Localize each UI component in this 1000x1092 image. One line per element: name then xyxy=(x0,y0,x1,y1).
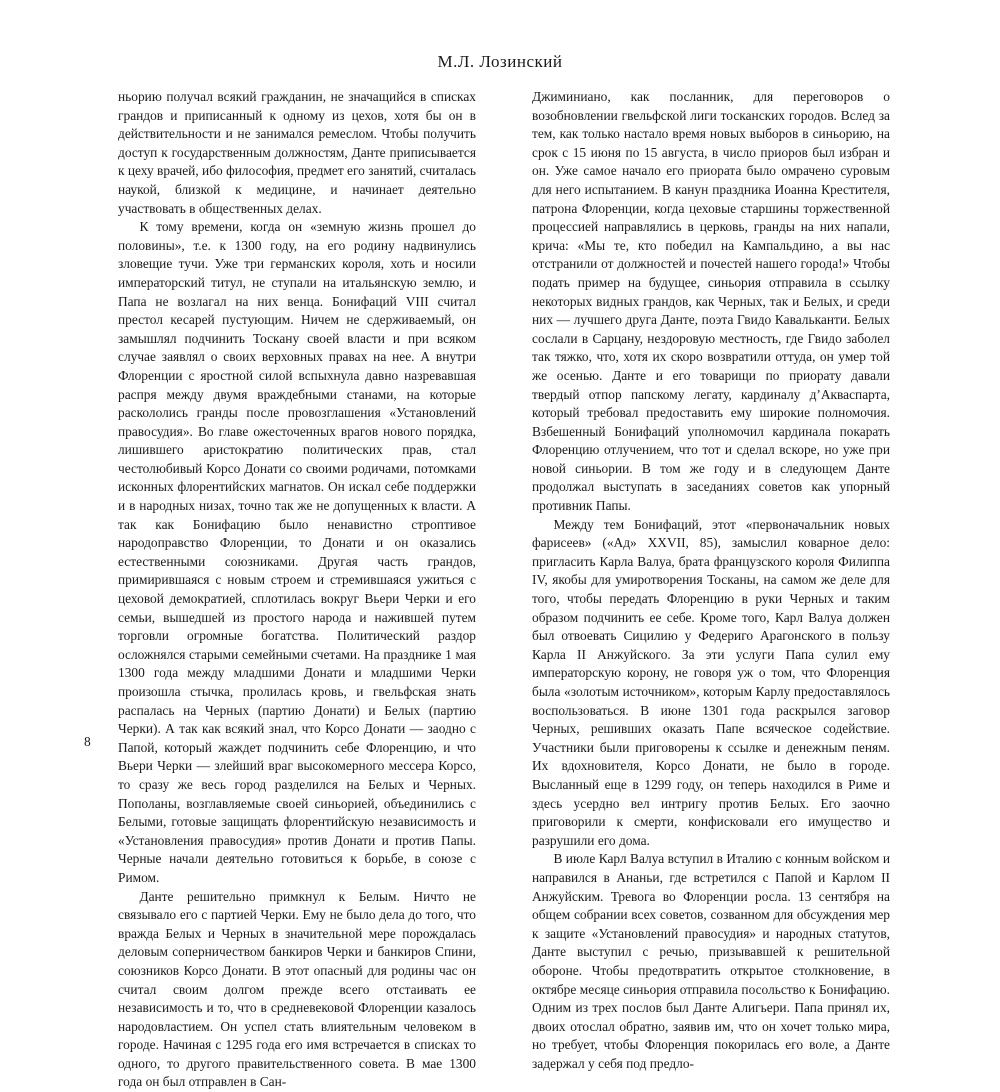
running-header: М.Л. Лозинский xyxy=(437,52,563,71)
paragraph: ньорию получал всякий гражданин, не значащийся в списках грандов и приписанный к одному из цехов, хотя бы он в действительности и не занимался ремеслом. Чтобы получить доступ к государственным должностям, Данте приписывается к цеху врачей, ибо философия, предмет его занятий, считалась наукой, близкой к медицине, и начинает деятельно участвовать в общественных делах. xyxy=(118,89,476,216)
paragraph: Между тем Бонифаций, этот «первоначальник новых фарисеев» («Ад» XXVII, 85), замыслил коварное дело: пригласить Карла Валуа, брата французского короля Филиппа IV, якобы для умиротворения Тосканы, на самом же деле для того, чтобы передать Флоренцию в руки Черных и таким образом подчинить ее себе. Кроме того, Карл Валуа должен был отвоевать Сицилию у Федериго Арагонского в пользу Карла II Анжуйского. За эти услуги Папа сулил ему императорскую корону, не говоря уж о том, что Флоренция была «золотым источником», которым Карлу предоставлялось воспользоваться. В июне 1301 года раскрылся заговор Черных, решивших оказать Папе всяческое содействие. Участники были приговорены к ссылке и денежным пеням. Их вдохновителя, Корсо Донати, не было в городе. Высланный еще в 1299 году, он теперь находился в Риме и здесь усердно вел интригу против Белых. Его заочно приговорили к смерти, конфисковали его имущество и разрушили его дома. xyxy=(532,516,890,848)
paragraph: Данте решительно примкнул к Белым. Ничто не связывало его с партией Черки. Ему не было дела до того, что вражда Белых и Черных в значительной мере порождалась деловым соперничеством банкиров Черки и банкиров Спини, союзников Корсо Донати. В этот опасный для родины час он считал своим долгом прежде всего отстаивать ее независимость и то, что в средневековой Флоренции казалось народовластием. Он успел стать влиятельным человеком в городе. Начиная с 1295 года его имя встречается в списках то одного, то другого правительственного совета. В мае 1300 года он был отправлен в Сан- xyxy=(118,888,476,1090)
left-column xyxy=(118,88,476,1092)
paragraph: В июле Карл Валуа вступил в Италию с конным войском и направился в Ананьи, где встретился с Папой и Карлом II Анжуйским. Тревога во Флоренции росла. 13 сентября на общем собрании всех советов, созванном для обсуждения мер к защите «Установлений правосудия» и народных статутов, Данте выступил с речью, призывавшей к решительной обороне. Чтобы предотвратить открытое столкновение, в октябре месяце синьория отправила посольство к Бонифацию. Одним из трех послов был Данте Алигьери. Папа принял их, двоих отослал обратно, заявив им, что он хочет только мира, но требует, чтобы Флоренция покорилась его воле, а Данте задержал у себя под предло- xyxy=(532,851,890,1071)
paragraph: Джиминиано, как посланник, для переговоров о возобновлении гвельфской лиги тосканских городов. Вслед за тем, как только настало время новых выборов в синьорию, на срок с 15 июня по 15 августа, в число приоров был избран и он. Уже самое начало его приората было омрачено суровым для него испытанием. В канун праздника Иоанна Крестителя, патрона Флоренции, когда цеховые старшины торжественной процессией направлялись в церковь, гранды на них напали, крича: «Мы те, кто победил на Кампальдино, а вы нас отстранили от должностей и почестей нашего города!» Чтобы подать пример на будущее, синьория отправила в ссылку некоторых видных грандов, как Черных, так и Белых, и среди них — лучшего друга Данте, поэта Гвидо Кавальканти. Белых сослали в Сарцану, нездоровую местность, где Гвидо заболел так тяжко, что, хотя их скоро возвратили оттуда, он умер той же осенью. Данте и его товарищи по приорату давали твердый отпор папскому легату, кардиналу д’Акваспарта, который требовал предоставить ему широкие полномочия. Взбешенный Бонифаций уполномочил кардинала покарать Флоренцию отлучением, что тот и сделал вскоре, но уже при новой синьории. В том же году и в следующем Данте продолжал выступать в заседаниях советов как упорный противник Папы. xyxy=(532,89,890,514)
paragraph: К тому времени, когда он «земную жизнь прошел до половины», т.е. к 1300 году, на его родину надвинулись зловещие тучи. Уже три германских короля, хоть и носили императорский титул, не ступали на итальянскую землю, и Папа не возлагал на них венца. Бонифаций VIII считал престол кесарей пустующим. Ничем не сдерживаемый, он замышлял подчинить Тоскану своей власти и при всяком случае заявлял о своих верховных правах на нее. А внутри Флоренции с яростной силой вспыхнула давно назревавшая распря между двумя враждебными станами, на которые раскололись гранды после провозглашения «Установлений правосудия». Во главе ожесточенных врагов нового порядка, лишившего аристократию политических прав, стал честолюбивый Корсо Донати со своими родичами, потомками исконных флорентийских магнатов. Он искал себе поддержки и в народных низах, точно так же не допущенных к власти. А так как Бонифацию было ненавистно строптивое народоправство Флоренции, то Донати и он оказались естественными союзниками. Другая часть грандов, примирившаяся с новым строем и стремившаяся ужиться с цеховой демократией, сплотилась вокруг Вьери Черки и его семьи, вышедшей из простого народа и нажившей путем торговли огромные богатства. Политический раздор осложнялся старыми семейными счетами. На празднике 1 мая 1300 года между младшими Донати и младшими Черки произошла стычка, пролилась кровь, и гвельфская знать распалась на Черных (партию Донати) и Белых (партию Черки). А так как всякий знал, что Корсо Донати — заодно с Папой, который жаждет подчинить себе Флоренцию, и что Вьери Черки — злейший враг высокомерного мессера Корсо, то сразу же весь город разделился на Белых и Черных. Пополаны, возглавляемые своей синьорией, объединились с Белыми, готовые защищать флорентийскую независимость и «Установления правосудия» против Донати и против Папы. Черные начали деятельно готовиться к борьбе, в союзе с Римом. xyxy=(118,219,476,885)
page-number: 8 xyxy=(84,734,91,749)
right-column xyxy=(532,88,890,1073)
